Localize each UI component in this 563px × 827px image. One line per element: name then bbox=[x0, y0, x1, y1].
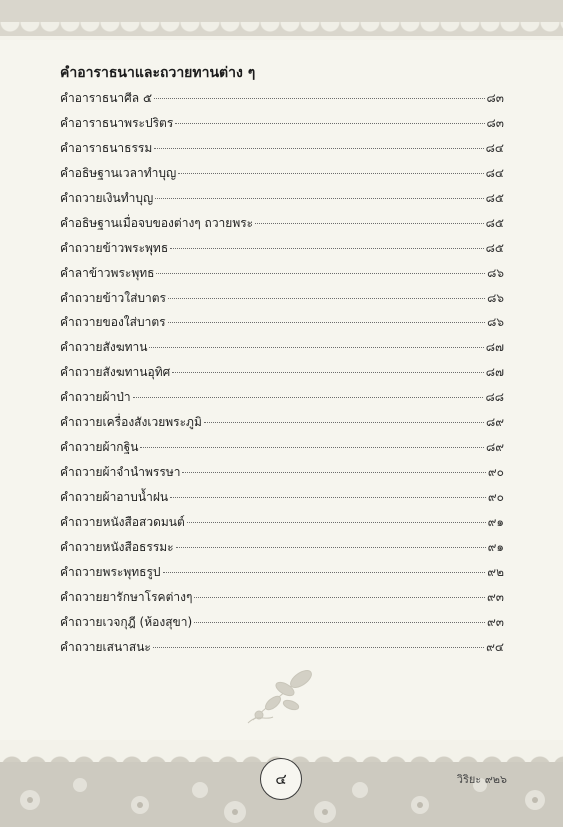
toc-entry-label: คำถวายผ้าอาบน้ำฝน bbox=[60, 490, 169, 504]
dot-leader bbox=[168, 298, 485, 299]
toc-entry-label: คำถวายผ้าจำนำพรรษา bbox=[60, 465, 181, 480]
toc-entry-label: คำถวายสังฆทาน bbox=[60, 340, 148, 355]
toc-entry[interactable] bbox=[60, 410, 504, 435]
toc-entry[interactable] bbox=[60, 460, 504, 485]
toc-entry-page: ๘๘ bbox=[485, 390, 504, 405]
dot-leader bbox=[149, 347, 483, 348]
toc-entry[interactable] bbox=[60, 510, 504, 535]
toc-entry-page: ๙๑ bbox=[487, 514, 504, 529]
toc-entry[interactable] bbox=[60, 211, 504, 236]
toc-entry-label: คำถวายผ้ากฐิน bbox=[60, 440, 139, 455]
toc-entry[interactable] bbox=[60, 335, 504, 360]
toc-entry-label: คำถวายยารักษาโรคต่างๆ bbox=[60, 589, 193, 604]
toc-entry-page: ๘๖ bbox=[487, 290, 504, 305]
dot-leader bbox=[154, 148, 483, 149]
dot-leader bbox=[154, 98, 485, 99]
toc-entry[interactable] bbox=[60, 360, 504, 385]
toc-entry-page: ๘๙ bbox=[485, 415, 504, 430]
toc-entry[interactable] bbox=[60, 385, 504, 410]
toc-entry-page: ๘๓ bbox=[486, 91, 504, 105]
toc-entry-label: คำถวายเงินทำบุญ bbox=[60, 190, 154, 205]
toc-entry-page: ๙๑ bbox=[487, 539, 504, 554]
toc-entry-label: คำถวายข้าวพระพุทธ bbox=[60, 240, 169, 255]
dot-leader bbox=[153, 647, 484, 648]
toc-entry-page: ๘๗ bbox=[485, 365, 504, 380]
toc-entry-label: คำถวายพระพุทธรูป bbox=[60, 564, 161, 579]
toc-entry-page: ๘๖ bbox=[487, 315, 504, 330]
toc-entry[interactable] bbox=[60, 136, 504, 161]
dot-leader bbox=[182, 472, 485, 473]
toc-heading: คำอาราธนาและถวายทานต่าง ๆ bbox=[60, 65, 256, 81]
toc-entry-page: ๘๕ bbox=[485, 190, 504, 205]
dot-leader bbox=[156, 273, 485, 274]
toc-entry[interactable] bbox=[60, 86, 504, 111]
dot-leader bbox=[170, 248, 483, 249]
dot-leader bbox=[163, 572, 486, 573]
dot-leader bbox=[194, 622, 485, 623]
toc-entry[interactable] bbox=[60, 610, 504, 635]
dot-leader bbox=[176, 547, 486, 548]
toc-entry-label: คำอธิษฐานเมื่อจบของต่างๆ ถวายพระ bbox=[60, 215, 254, 230]
toc-entry-label: คำถวายผ้าป่า bbox=[60, 390, 131, 405]
toc-entry-page: ๘๔ bbox=[485, 140, 504, 155]
toc-entry-label: คำถวายหนังสือธรรมะ bbox=[60, 539, 174, 554]
dot-leader bbox=[170, 497, 486, 498]
toc-entry-label: คำถวายหนังสือสวดมนต์ bbox=[60, 514, 185, 529]
toc-entry-page: ๘๕ bbox=[485, 215, 504, 230]
toc-entry[interactable] bbox=[60, 635, 504, 660]
toc-entry[interactable] bbox=[60, 585, 504, 610]
toc-entry-page: ๙๐ bbox=[487, 490, 504, 504]
dot-leader bbox=[168, 322, 486, 323]
toc-entry-label: คำถวายของใส่บาตร bbox=[60, 315, 166, 330]
toc-entry[interactable] bbox=[60, 186, 504, 211]
toc-entry-label: คำอาราธนาธรรม bbox=[60, 140, 153, 155]
dot-leader bbox=[194, 597, 485, 598]
toc-entry-label: คำอาราธนาพระปริตร bbox=[60, 115, 174, 130]
toc-entry-page: ๘๔ bbox=[485, 165, 504, 180]
toc-entry-page: ๙๐ bbox=[487, 465, 504, 480]
toc-entry-page: ๘๙ bbox=[485, 440, 504, 455]
toc-entry[interactable] bbox=[60, 286, 504, 311]
toc-entry[interactable] bbox=[60, 435, 504, 460]
toc-entry-label: คำอธิษฐานเวลาทำบุญ bbox=[60, 165, 177, 180]
toc-entry-page: ๘๕ bbox=[485, 240, 504, 255]
toc-entry[interactable] bbox=[60, 310, 504, 335]
dot-leader bbox=[255, 223, 484, 224]
toc-entry-label: คำลาข้าวพระพุทธ bbox=[60, 265, 155, 280]
toc-entry-page: ๘๓ bbox=[486, 115, 504, 130]
toc-entry[interactable] bbox=[60, 111, 504, 136]
leaf-ornament-icon bbox=[243, 665, 323, 727]
dot-leader bbox=[175, 123, 484, 124]
toc-entry[interactable] bbox=[60, 236, 504, 261]
toc-entry-label: คำอาราธนาศีล ๕ bbox=[60, 91, 153, 105]
toc-entry-label: คำถวายเครื่องสังเวยพระภูมิ bbox=[60, 415, 202, 430]
toc-entry-page: ๘๖ bbox=[487, 265, 504, 280]
toc-entry-page: ๙๓ bbox=[487, 589, 504, 604]
toc-entry-page: ๘๗ bbox=[485, 340, 504, 355]
toc-entry[interactable] bbox=[60, 161, 504, 186]
toc-entry-page: ๙๒ bbox=[487, 564, 504, 579]
toc-entry[interactable] bbox=[60, 485, 504, 510]
footer-series-label: วิริยะ ๙๒๖ bbox=[456, 773, 507, 786]
table-of-contents bbox=[60, 86, 504, 660]
dot-leader bbox=[204, 422, 484, 423]
dot-leader bbox=[155, 198, 483, 199]
toc-entry-page: ๙๓ bbox=[487, 614, 504, 629]
dot-leader bbox=[187, 522, 486, 523]
toc-entry-label: คำถวายข้าวใส่บาตร bbox=[60, 290, 166, 305]
dot-leader bbox=[140, 447, 484, 448]
page-number-badge: ๔ bbox=[260, 758, 302, 800]
toc-entry[interactable] bbox=[60, 261, 504, 286]
toc-entry-label: คำถวายสังฆทานอุทิศ bbox=[60, 365, 171, 380]
dot-leader bbox=[178, 173, 483, 174]
toc-entry-label: คำถวายเวจกุฎี (ห้องสุขา) bbox=[60, 614, 193, 629]
toc-entry-label: คำถวายเสนาสนะ bbox=[60, 639, 151, 654]
dot-leader bbox=[172, 372, 484, 373]
toc-entry[interactable] bbox=[60, 535, 504, 560]
toc-entry-page: ๙๔ bbox=[486, 639, 504, 654]
dot-leader bbox=[133, 397, 484, 398]
toc-entry[interactable] bbox=[60, 560, 504, 585]
